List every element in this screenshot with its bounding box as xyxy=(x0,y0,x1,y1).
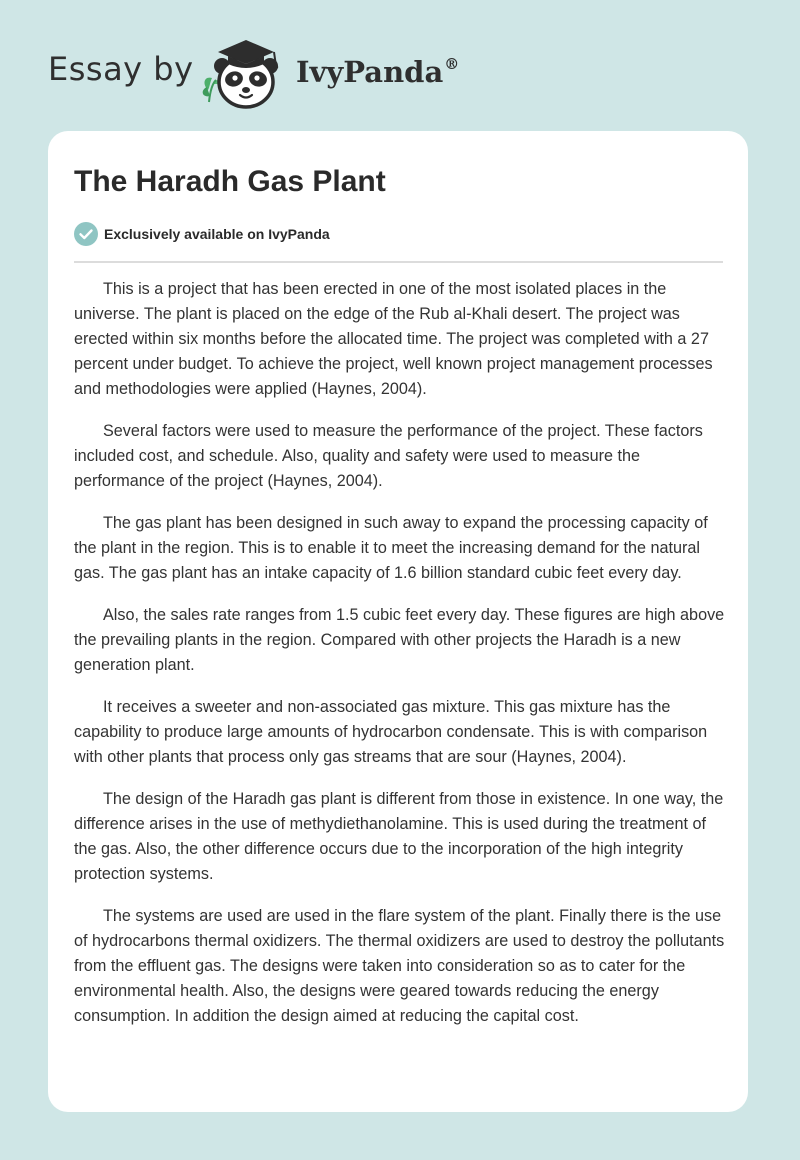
essay-card xyxy=(48,131,748,1112)
paragraph-6: The design of the Haradh gas plant is different from those in existence. In one way, the difference arises in the use of methydiethanolamine. This is used during the treatment of the gas. Also, the other difference occurs due to the incorporation of the high integrity protection systems. xyxy=(74,790,724,883)
trademark-symbol: ® xyxy=(444,55,460,73)
page-title: The Haradh Gas Plant xyxy=(74,165,386,198)
panda-graduation-cap-icon[interactable] xyxy=(198,32,294,112)
check-circle-icon xyxy=(74,222,98,246)
paragraph-7: The systems are used are used in the flare system of the plant. Finally there is the use of hydrocarbons thermal oxidizers. The thermal oxidizers are used to destroy the pollutants from the effluent gas. The designs were taken into consideration so as to cater for the environmental health. Also, the designs were geared towards reducing the energy consumption. In addition the design aimed at reducing the capital cost. xyxy=(74,907,725,1025)
brand-prefix: Essay by xyxy=(48,50,194,88)
paragraph-4: Also, the sales rate ranges from 1.5 cubic feet every day. These figures are high above the prevailing plants in the region. Compared with other projects the Haradh is a new generation plant. xyxy=(74,606,725,674)
site-header xyxy=(0,0,800,130)
brand-name[interactable]: IvyPanda® xyxy=(296,55,460,89)
paragraph-2: Several factors were used to measure the performance of the project. These factors included cost, and schedule. Also, quality and safety were used to measure the performance of the project (Haynes, 2004). xyxy=(74,422,703,490)
title-divider xyxy=(74,261,723,263)
paragraph-3: The gas plant has been designed in such away to expand the processing capacity of the plant in the region. This is to enable it to meet the increasing demand for the natural gas. The gas plant has an intake capacity of 1.6 billion standard cubic feet every day. xyxy=(74,514,708,582)
essay-body xyxy=(74,277,730,1046)
paragraph-5: It receives a sweeter and non-associated gas mixture. This gas mixture has the capability to produce large amounts of hydrocarbon condensate. This is with comparison with other plants that process only gas streams that are sour (Haynes, 2004). xyxy=(74,698,708,766)
paragraph-1: This is a project that has been erected in one of the most isolated places in the universe. The plant is placed on the edge of the Rub al-Khali desert. The project was erected within six months before the allocated time. The project was completed with a 27 percent under budget. To achieve the project, well known project management processes and methodologies were applied (Haynes, 2004). xyxy=(74,280,713,398)
exclusive-badge-label: Exclusively available on IvyPanda xyxy=(104,226,330,242)
exclusive-badge xyxy=(74,221,330,247)
